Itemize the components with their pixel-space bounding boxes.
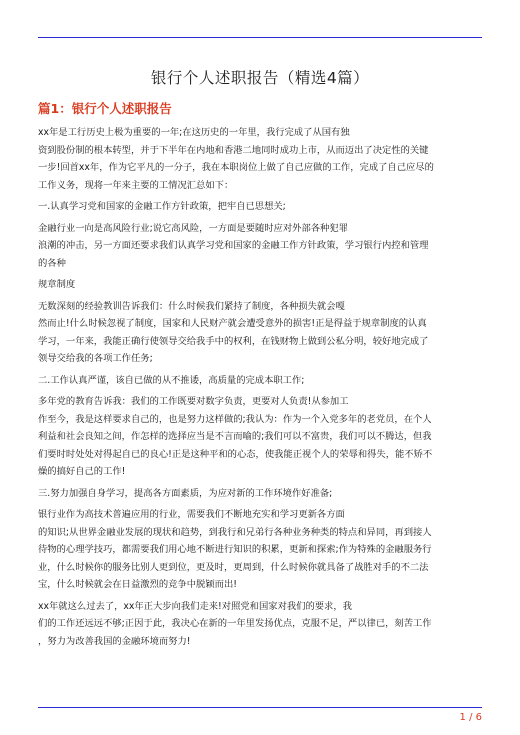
document-body: [38, 124, 484, 654]
header-divider: [38, 37, 482, 38]
paragraph: 无数深刻的经验教训告诉我们：什么时候我们紧持了制度，各种损失就会嘎 然而止!什么时候忽视了制度，国家和人民财产就会遭受意外的损害!正是得益于规章制度的认真 学习，一年来，我能正确行使领导交给我手中的权利，在钱财物上做到公私分明，较好地完成了 领导交给我的各项工作任务;: [38, 300, 429, 364]
footer-divider: [38, 707, 482, 708]
paragraph: 规章制度: [38, 279, 76, 290]
paragraph: 一.认真学习党和国家的金融工作方针政策，把牢自已思想关;: [38, 201, 286, 212]
paragraph: 二.工作认真严谨，该自已做的从不推诿，高质量的完成本职工作;: [38, 374, 305, 386]
paragraph: 银行业作为高技术普遍应用的行业，需要我们不断地充实和学习更新各方面 的知识;从世界金融业发展的现状和趋势，到我行和兄弟行各种业务种类的特点和异同，再到接人 待物的心理学技巧，都需要我们用心地不断进行知识的积累，更新和探索;作为特殊的金融服务行 业，什么时候你的服务比别人更到位，更及时，更周到，什么时候你就具备了战胜对手的不二法 宝，什么时候就会在日益激烈的竞争中脱颖而出!: [38, 509, 432, 590]
document-title: 银行个人述职报告（精选4篇）: [150, 69, 370, 87]
paragraph: 三.努力加强自身学习，提高各方面素质，为应对新的工作环境作好准备;: [38, 487, 333, 499]
paragraph: 多年党的教育告诉我：我们的工作既要对数字负责，更要对人负责!从参加工 作至今，我是这样要求自己的，也是努力这样做的;我认为：作为一个入党多年的老党员，在个人 利益和社会良知之间，作怎样的选择应当是不言而喻的;我们可以不富贵，我们可以不腾达，但我 们要时时处处对得起自已的良心!正是这种平和的心态，使我能正视个人的荣辱和得失，能不矫不 燥的搞好自己的工作!: [38, 396, 433, 477]
section-heading: 篇1：银行个人述职报告: [38, 101, 172, 116]
paragraph: xx年就这么过去了，xx年正大步向我们走来!对照党和国家对我们的要求，我 们的工作还远远不够;正因于此，我决心在新的一年里发扬优点，克服不足，严以律已，刻苦工作 ，努力为改善我国的金融环境而努力!: [38, 600, 432, 647]
paragraph: xx年是工行历史上极为重要的一年;在这历史的一年里，我行完成了从国有独 资到股份制的根本转型，并于下半年在内地和香港二地同时成功上市，从而迈出了决定性的关键 一步!回首xx年，作为它平凡的一分子，我在本职岗位上做了自己应做的工作，完成了自己应尽的 工作义务，现将一年来主要的工情况汇总如下：: [38, 127, 434, 191]
paragraph: 金融行业一向是高风险行业;说它高风险，一方面是要随时应对外部各种犯罪 浪潮的冲击，另一方面还要求我们认真学习党和国家的金融工作方针政策，学习银行内控和管理 的各种: [38, 222, 429, 269]
page-number: 1 / 6: [459, 712, 482, 723]
